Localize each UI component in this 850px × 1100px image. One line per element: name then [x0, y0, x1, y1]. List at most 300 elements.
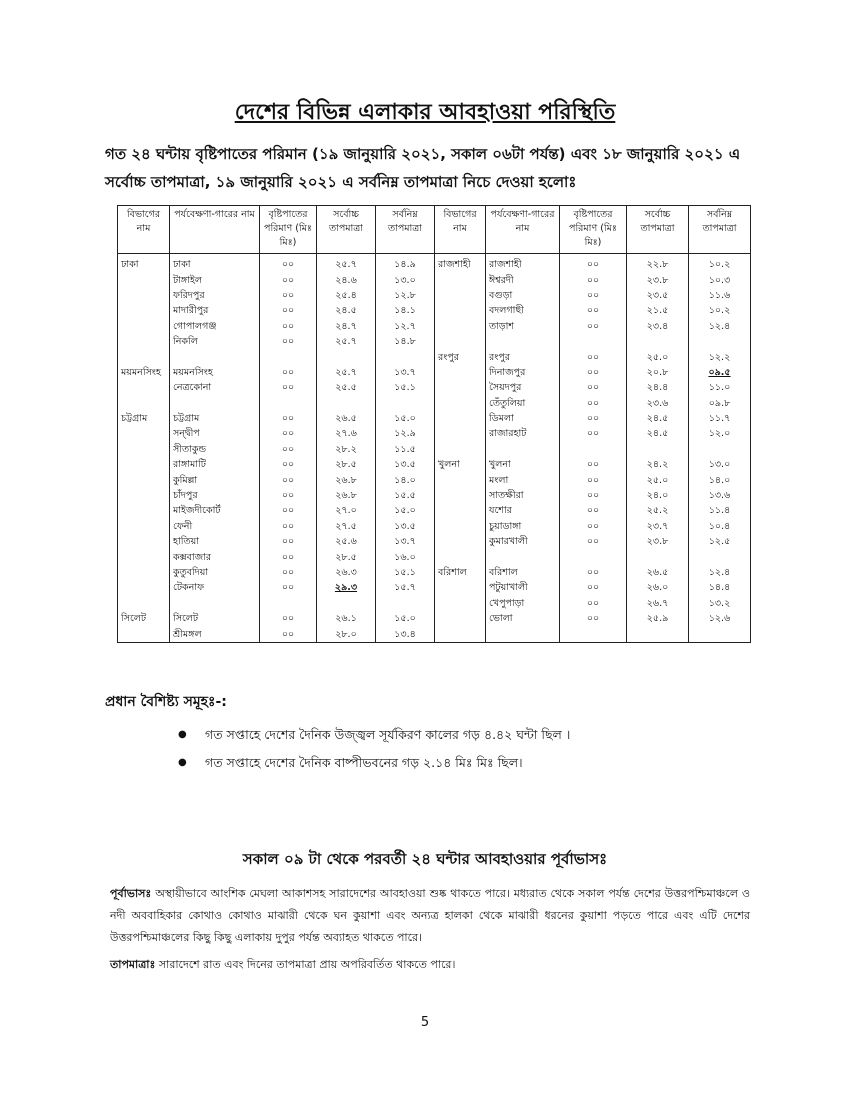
table-row: [118, 488, 751, 503]
table-cell: নেত্রকোনা: [170, 380, 260, 395]
table-row: [118, 288, 751, 303]
weather-table: [117, 205, 751, 643]
table-cell: টাঙ্গাইল: [170, 272, 260, 287]
table-row: [118, 503, 751, 518]
table-cell: [627, 334, 689, 349]
table-cell: ২৫.৭: [317, 254, 376, 273]
feature-item: ● গত সপ্তাহে দেশের দৈনিক উজ্জ্বল সূর্যকিরণ কালের গড় ৪.৪২ ঘন্টা ছিল ।: [178, 722, 570, 750]
table-cell: [627, 549, 689, 564]
table-cell: সন্দ্বীপ: [170, 426, 260, 441]
table-cell: ২৫.০: [627, 349, 689, 364]
table-cell: [627, 626, 689, 642]
table-cell: ০০: [560, 380, 627, 395]
temperature-paragraph: [110, 954, 750, 976]
table-cell: ০০: [560, 534, 627, 549]
table-cell: রাজারহাট: [486, 426, 560, 441]
table-cell: [435, 396, 486, 411]
table-cell: [435, 549, 486, 564]
table-cell: ২৪.৫: [627, 426, 689, 441]
table-cell: ০০: [560, 519, 627, 534]
table-cell: ০০: [260, 254, 317, 273]
table-cell: [560, 626, 627, 642]
table-cell: [118, 565, 170, 580]
table-cell: ২৪.২: [627, 457, 689, 472]
table-cell: [118, 549, 170, 564]
table-cell: ১৩.৭: [376, 365, 435, 380]
table-cell: ১৩.৪: [376, 626, 435, 642]
table-cell: [118, 503, 170, 518]
table-cell: [560, 334, 627, 349]
table-cell: ১২.৮: [376, 288, 435, 303]
table-row: [118, 457, 751, 472]
table-cell: বরিশাল: [435, 565, 486, 580]
table-cell: [435, 411, 486, 426]
table-cell: ১৫.০: [376, 503, 435, 518]
table-cell: ০০: [260, 442, 317, 457]
table-cell: ০০: [260, 457, 317, 472]
table-cell: [435, 319, 486, 334]
table-cell: ০০: [260, 472, 317, 487]
table-cell: রাজশাহী: [435, 254, 486, 273]
table-cell: বগুড়া: [486, 288, 560, 303]
table-cell: ০০: [260, 626, 317, 642]
table-cell: কুমারখালী: [486, 534, 560, 549]
table-cell: ২৬.৩: [317, 565, 376, 580]
page-number: 5: [420, 1015, 430, 1030]
table-cell: ১১.০: [689, 380, 751, 395]
table-cell: ২৫.৭: [317, 334, 376, 349]
table-cell: তাড়াশ: [486, 319, 560, 334]
feature-item: ● গত সপ্তাহে দেশের দৈনিক বাষ্পীভবনের গড় ২.১৪ মিঃ মিঃ ছিল।: [178, 750, 570, 778]
table-cell: ০০: [260, 488, 317, 503]
table-cell: ২৪.০: [627, 488, 689, 503]
temperature-text: সারাদেশে রাত এবং দিনের তাপমাত্রা প্রায় অপরিবর্তিত থাকতে পারে।: [158, 958, 456, 971]
forecast-text: অস্থায়ীভাবে আংশিক মেঘলা আকাশসহ সারাদেশের আবহাওয়া শুষ্ক থাকতে পারে। মধ্যরাত থেকে সকাল পর্যন্ত দেশের উত্তরপশ্চিমাঞ্চলে ও নদী অববাহিকার কোথাও কোথাও মাঝারী থেকে ঘন কুয়াশা এবং অন্যত্র হালকা থেকে মাঝারী ধরনের কুয়াশা পড়তে পারে এবং এটি দেশের উত্তরপশ্চিমাঞ্চলের কিছু কিছু এলাকায় দুপুর পর্যন্ত অব্যাহত থাকতে পারে।: [110, 887, 751, 944]
table-cell: ০০: [560, 611, 627, 626]
table-row: [118, 396, 751, 411]
table-cell: খেপুপাড়া: [486, 596, 560, 611]
features-list: [178, 722, 570, 778]
table-cell: ২৫.৫: [317, 380, 376, 395]
forecast-label: পূর্বাভাসঃ: [110, 887, 152, 900]
table-row: [118, 472, 751, 487]
table-cell: [118, 626, 170, 642]
table-cell: ২৬.৫: [627, 565, 689, 580]
table-cell: ০০: [560, 303, 627, 318]
table-cell: [118, 472, 170, 487]
table-cell: শ্রীমঙ্গল: [170, 626, 260, 642]
table-cell: ১৩.০: [689, 457, 751, 472]
table-cell: ২৮.২: [317, 442, 376, 457]
table-cell: ১৪.০: [376, 472, 435, 487]
table-header-cell: সর্বনিম্ন তাপমাত্রা: [689, 206, 751, 254]
table-cell: [376, 596, 435, 611]
table-cell: ২৫.৪: [317, 288, 376, 303]
table-cell: [118, 580, 170, 595]
table-cell: ০০: [260, 519, 317, 534]
table-cell: ঢাকা: [170, 254, 260, 273]
table-cell: ১৩.৬: [689, 488, 751, 503]
table-cell: ২৮.৫: [317, 457, 376, 472]
table-cell: ১৫.০: [376, 411, 435, 426]
table-row: [118, 349, 751, 364]
table-header-cell: বিভাগের নাম: [118, 206, 170, 254]
table-row: [118, 565, 751, 580]
table-cell: ০০: [260, 565, 317, 580]
table-row: [118, 426, 751, 441]
table-cell: ২৩.৮: [627, 272, 689, 287]
table-cell: ২৮.০: [317, 626, 376, 642]
table-cell: ২৩.৫: [627, 288, 689, 303]
table-cell: ০০: [260, 272, 317, 287]
table-cell: ০০: [560, 565, 627, 580]
table-cell: ০০: [560, 319, 627, 334]
table-cell: [435, 596, 486, 611]
table-cell: [376, 396, 435, 411]
table-header-cell: পর্যবেক্ষণা-গারের নাম: [486, 206, 560, 254]
table-cell: ০০: [560, 365, 627, 380]
table-header-row: [118, 206, 751, 254]
table-cell: বরিশাল: [486, 565, 560, 580]
table-cell: ২৩.৪: [627, 319, 689, 334]
table-cell: [170, 396, 260, 411]
table-cell: [486, 334, 560, 349]
table-row: [118, 272, 751, 287]
table-cell: ১৩.৫: [376, 519, 435, 534]
table-cell: ২৬.৮: [317, 472, 376, 487]
table-cell: ১৫.৫: [376, 488, 435, 503]
table-cell: ১৩.২: [689, 596, 751, 611]
table-cell: পটুয়াখালী: [486, 580, 560, 595]
table-cell: ০০: [560, 488, 627, 503]
table-cell: [486, 626, 560, 642]
table-header-cell: বিভাগের নাম: [435, 206, 486, 254]
table-cell: চট্টগ্রাম: [170, 411, 260, 426]
table-cell: ০০: [260, 380, 317, 395]
table-row: [118, 319, 751, 334]
temperature-label: তাপমাত্রাঃ: [110, 958, 156, 971]
table-cell: ০০: [260, 334, 317, 349]
table-cell: ০০: [560, 426, 627, 441]
table-cell: ০০: [560, 288, 627, 303]
table-row: [118, 334, 751, 349]
table-cell: [118, 442, 170, 457]
table-cell: [317, 596, 376, 611]
table-cell: ২৫.২: [627, 503, 689, 518]
table-cell: [260, 596, 317, 611]
table-cell: [435, 426, 486, 441]
table-cell: ১১.৬: [689, 288, 751, 303]
table-row: [118, 580, 751, 595]
table-cell: ২৬.৫: [317, 411, 376, 426]
table-cell: ২২.৮: [627, 254, 689, 273]
table-cell: ১২.৫: [689, 534, 751, 549]
table-cell: [435, 272, 486, 287]
table-header-cell: সর্বোচ্চ তাপমাত্রা: [317, 206, 376, 254]
table-cell: ১৫.০: [376, 611, 435, 626]
table-cell: চুয়াডাঙ্গা: [486, 519, 560, 534]
table-cell: তেঁতুলিয়া: [486, 396, 560, 411]
forecast-paragraph: [110, 883, 750, 949]
table-cell: ১২.৯: [376, 426, 435, 441]
table-cell: কুমিল্লা: [170, 472, 260, 487]
table-cell: [118, 534, 170, 549]
table-cell: ঢাকা: [118, 254, 170, 273]
table-cell: ১৩.৫: [376, 457, 435, 472]
table-cell: ১২.০: [689, 426, 751, 441]
table-cell: খুলনা: [486, 457, 560, 472]
table-cell: ২৫.৯: [627, 611, 689, 626]
table-cell: রংপুর: [435, 349, 486, 364]
table-cell: [118, 519, 170, 534]
table-cell: [118, 596, 170, 611]
table-cell: [435, 580, 486, 595]
table-cell: [118, 380, 170, 395]
page-subtitle: গত ২৪ ঘন্টায় বৃষ্টিপাতের পরিমান (১৯ জানুয়ারি ২০২১, সকাল ০৬টা পর্যন্ত) এবং ১৮ জানুয়ারি ২০২১ এ সর্বোচ্চ তাপমাত্রা, ১৯ জানুয়ারি ২০২১ এ সর্বনিম্ন তাপমাত্রা নিচে দেওয়া হলোঃ: [105, 145, 741, 191]
table-row: [118, 411, 751, 426]
table-cell: [435, 303, 486, 318]
table-cell: ১৫.১: [376, 565, 435, 580]
table-row: [118, 549, 751, 564]
table-cell: ০০: [260, 411, 317, 426]
table-cell: ১০.২: [689, 303, 751, 318]
table-cell: ১৪.৯: [376, 254, 435, 273]
table-cell: [118, 488, 170, 503]
table-cell: ০০: [560, 596, 627, 611]
table-cell: ০০: [560, 457, 627, 472]
table-header-cell: বৃষ্টিপাতের পরিমাণ (মিঃ মিঃ): [560, 206, 627, 254]
table-cell: ২৪.৫: [627, 411, 689, 426]
table-cell: [170, 596, 260, 611]
table-cell: [689, 549, 751, 564]
table-cell: সীতাকুন্ড: [170, 442, 260, 457]
table-cell: ০০: [260, 426, 317, 441]
table-cell: ১০.৩: [689, 272, 751, 287]
table-cell: ০০: [260, 319, 317, 334]
table-cell: ১৪.৪: [689, 580, 751, 595]
table-cell: ফরিদপুর: [170, 288, 260, 303]
table-cell: [435, 365, 486, 380]
table-cell: [435, 442, 486, 457]
table-cell: ০০: [260, 549, 317, 564]
table-cell: ১২.৬: [689, 611, 751, 626]
table-cell: [435, 472, 486, 487]
table-cell: ভোলা: [486, 611, 560, 626]
table-cell: মাইজদীকোর্ট: [170, 503, 260, 518]
table-cell: ২৬.৮: [317, 488, 376, 503]
table-cell: ২৪.৬: [317, 272, 376, 287]
table-cell: মংলা: [486, 472, 560, 487]
table-cell: ময়মনসিংহ: [118, 365, 170, 380]
table-cell: চাঁদপুর: [170, 488, 260, 503]
table-cell: ডিমলা: [486, 411, 560, 426]
table-cell: ২৩.৬: [627, 396, 689, 411]
table-cell: ময়মনসিংহ: [170, 365, 260, 380]
table-cell: ২৭.৫: [317, 519, 376, 534]
table-cell: রাঙ্গামাটি: [170, 457, 260, 472]
table-cell: ১৩.০: [376, 272, 435, 287]
table-cell: ২৬.৭: [627, 596, 689, 611]
table-cell: ০০: [560, 580, 627, 595]
table-cell: ০০: [560, 254, 627, 273]
table-cell: ২৩.৮: [627, 534, 689, 549]
table-cell: ২৭.০: [317, 503, 376, 518]
table-row: [118, 611, 751, 626]
table-row: [118, 303, 751, 318]
table-cell: ঈশ্বরদী: [486, 272, 560, 287]
table-cell: ২৫.০: [627, 472, 689, 487]
table-cell: ২০.৮: [627, 365, 689, 380]
table-cell: ১১.৪: [689, 503, 751, 518]
table-cell: ১৫.১: [376, 380, 435, 395]
table-cell: ১৬.০: [376, 549, 435, 564]
table-cell: ২৫.৭: [317, 365, 376, 380]
table-cell: ০০: [560, 411, 627, 426]
table-cell: ০০: [260, 534, 317, 549]
table-cell: [435, 519, 486, 534]
table-cell: [118, 303, 170, 318]
table-cell: [435, 534, 486, 549]
table-cell: ০০: [260, 611, 317, 626]
table-cell: ০০: [560, 503, 627, 518]
table-cell: ১০.২: [689, 254, 751, 273]
table-body: [118, 254, 751, 643]
table-cell: বদলগাছী: [486, 303, 560, 318]
table-cell: নিকলি: [170, 334, 260, 349]
table-row: [118, 365, 751, 380]
table-cell: ১২.২: [689, 349, 751, 364]
forecast-title: সকাল ০৯ টা থেকে পরবর্তী ২৪ ঘন্টার আবহাওয়ার পূর্বাভাসঃ: [242, 850, 608, 868]
table-cell: [118, 334, 170, 349]
table-cell: খুলনা: [435, 457, 486, 472]
table-header-cell: পর্যবেক্ষণা-গারের নাম: [170, 206, 260, 254]
table-cell: [118, 272, 170, 287]
table-cell: [435, 380, 486, 395]
table-cell: চট্টগ্রাম: [118, 411, 170, 426]
table-cell: ০০: [260, 303, 317, 318]
table-cell: [118, 457, 170, 472]
table-header-cell: বৃষ্টিপাতের পরিমাণ (মিঃ মিঃ): [260, 206, 317, 254]
table-cell: [118, 319, 170, 334]
table-cell: ২৬.১: [317, 611, 376, 626]
table-cell: ১০.৪: [689, 519, 751, 534]
table-cell: [486, 549, 560, 564]
page-title: দেশের বিভিন্ন এলাকার আবহাওয়া পরিস্থিতি: [234, 100, 616, 125]
table-cell: সিলেট: [118, 611, 170, 626]
table-cell: [170, 349, 260, 364]
table-cell: [435, 334, 486, 349]
table-cell: ২৮.৫: [317, 549, 376, 564]
table-cell: [260, 396, 317, 411]
table-cell: ২৪.৭: [317, 319, 376, 334]
table-cell: রংপুর: [486, 349, 560, 364]
table-cell: সাতক্ষীরা: [486, 488, 560, 503]
table-cell: ২৬.০: [627, 580, 689, 595]
table-row: [118, 254, 751, 273]
table-cell: [689, 334, 751, 349]
table-cell: [435, 626, 486, 642]
table-cell: ০০: [260, 580, 317, 595]
table-cell: [689, 442, 751, 457]
table-cell: ২৪.৫: [317, 303, 376, 318]
table-cell: ২৭.৬: [317, 426, 376, 441]
table-cell: যশোর: [486, 503, 560, 518]
table-header-cell: সর্বোচ্চ তাপমাত্রা: [627, 206, 689, 254]
features-title: প্রধান বৈশিষ্ট্য সমূহঃ-:: [105, 694, 227, 710]
table-cell: ১১.৭: [689, 411, 751, 426]
table-cell: দিনাজপুর: [486, 365, 560, 380]
table-cell: [435, 288, 486, 303]
table-row: [118, 519, 751, 534]
table-cell: টেকনাফ: [170, 580, 260, 595]
table-cell: ০০: [560, 472, 627, 487]
table-cell: ১৩.৭: [376, 534, 435, 549]
table-row: [118, 380, 751, 395]
table-cell: ফেনী: [170, 519, 260, 534]
table-cell: [560, 442, 627, 457]
table-row: [118, 442, 751, 457]
table-cell: সিলেট: [170, 611, 260, 626]
table-cell: [435, 503, 486, 518]
table-cell: ২৩.৭: [627, 519, 689, 534]
table-cell: কক্সবাজার: [170, 549, 260, 564]
table-cell: ১২.৭: [376, 319, 435, 334]
table-cell: গোপালগঞ্জ: [170, 319, 260, 334]
table-cell: ১৪.১: [376, 303, 435, 318]
table-cell: মাদারীপুর: [170, 303, 260, 318]
table-cell: ২৫.৬: [317, 534, 376, 549]
table-cell: ০৯.৫: [689, 365, 751, 380]
table-cell: কুতুবদিয়া: [170, 565, 260, 580]
table-cell: [435, 488, 486, 503]
table-cell: ০০: [560, 349, 627, 364]
table-cell: [118, 396, 170, 411]
table-cell: ২১.৫: [627, 303, 689, 318]
table-cell: ০০: [260, 365, 317, 380]
table-cell: হাতিয়া: [170, 534, 260, 549]
table-cell: ১৪.০: [689, 472, 751, 487]
table-cell: [627, 442, 689, 457]
table-cell: ১৪.৮: [376, 334, 435, 349]
table-cell: [118, 288, 170, 303]
table-cell: [560, 549, 627, 564]
table-cell: [689, 626, 751, 642]
table-cell: ০০: [260, 288, 317, 303]
table-cell: ০৯.৮: [689, 396, 751, 411]
table-cell: [260, 349, 317, 364]
table-cell: রাজশাহী: [486, 254, 560, 273]
table-cell: [317, 349, 376, 364]
table-row: [118, 534, 751, 549]
table-cell: [118, 426, 170, 441]
table-cell: ২৯.৩: [317, 580, 376, 595]
table-cell: [118, 349, 170, 364]
table-cell: ১৫.৭: [376, 580, 435, 595]
table-row: [118, 626, 751, 642]
table-cell: ১১.৫: [376, 442, 435, 457]
table-cell: [317, 396, 376, 411]
table-cell: [435, 611, 486, 626]
table-cell: ২৪.৪: [627, 380, 689, 395]
table-cell: ১২.৪: [689, 319, 751, 334]
table-cell: ০০: [560, 272, 627, 287]
table-header-cell: সর্বনিম্ন তাপমাত্রা: [376, 206, 435, 254]
table-cell: ১২.৪: [689, 565, 751, 580]
table-cell: ০০: [260, 503, 317, 518]
table-cell: ০০: [560, 396, 627, 411]
table-cell: [486, 442, 560, 457]
table-cell: সৈয়দপুর: [486, 380, 560, 395]
